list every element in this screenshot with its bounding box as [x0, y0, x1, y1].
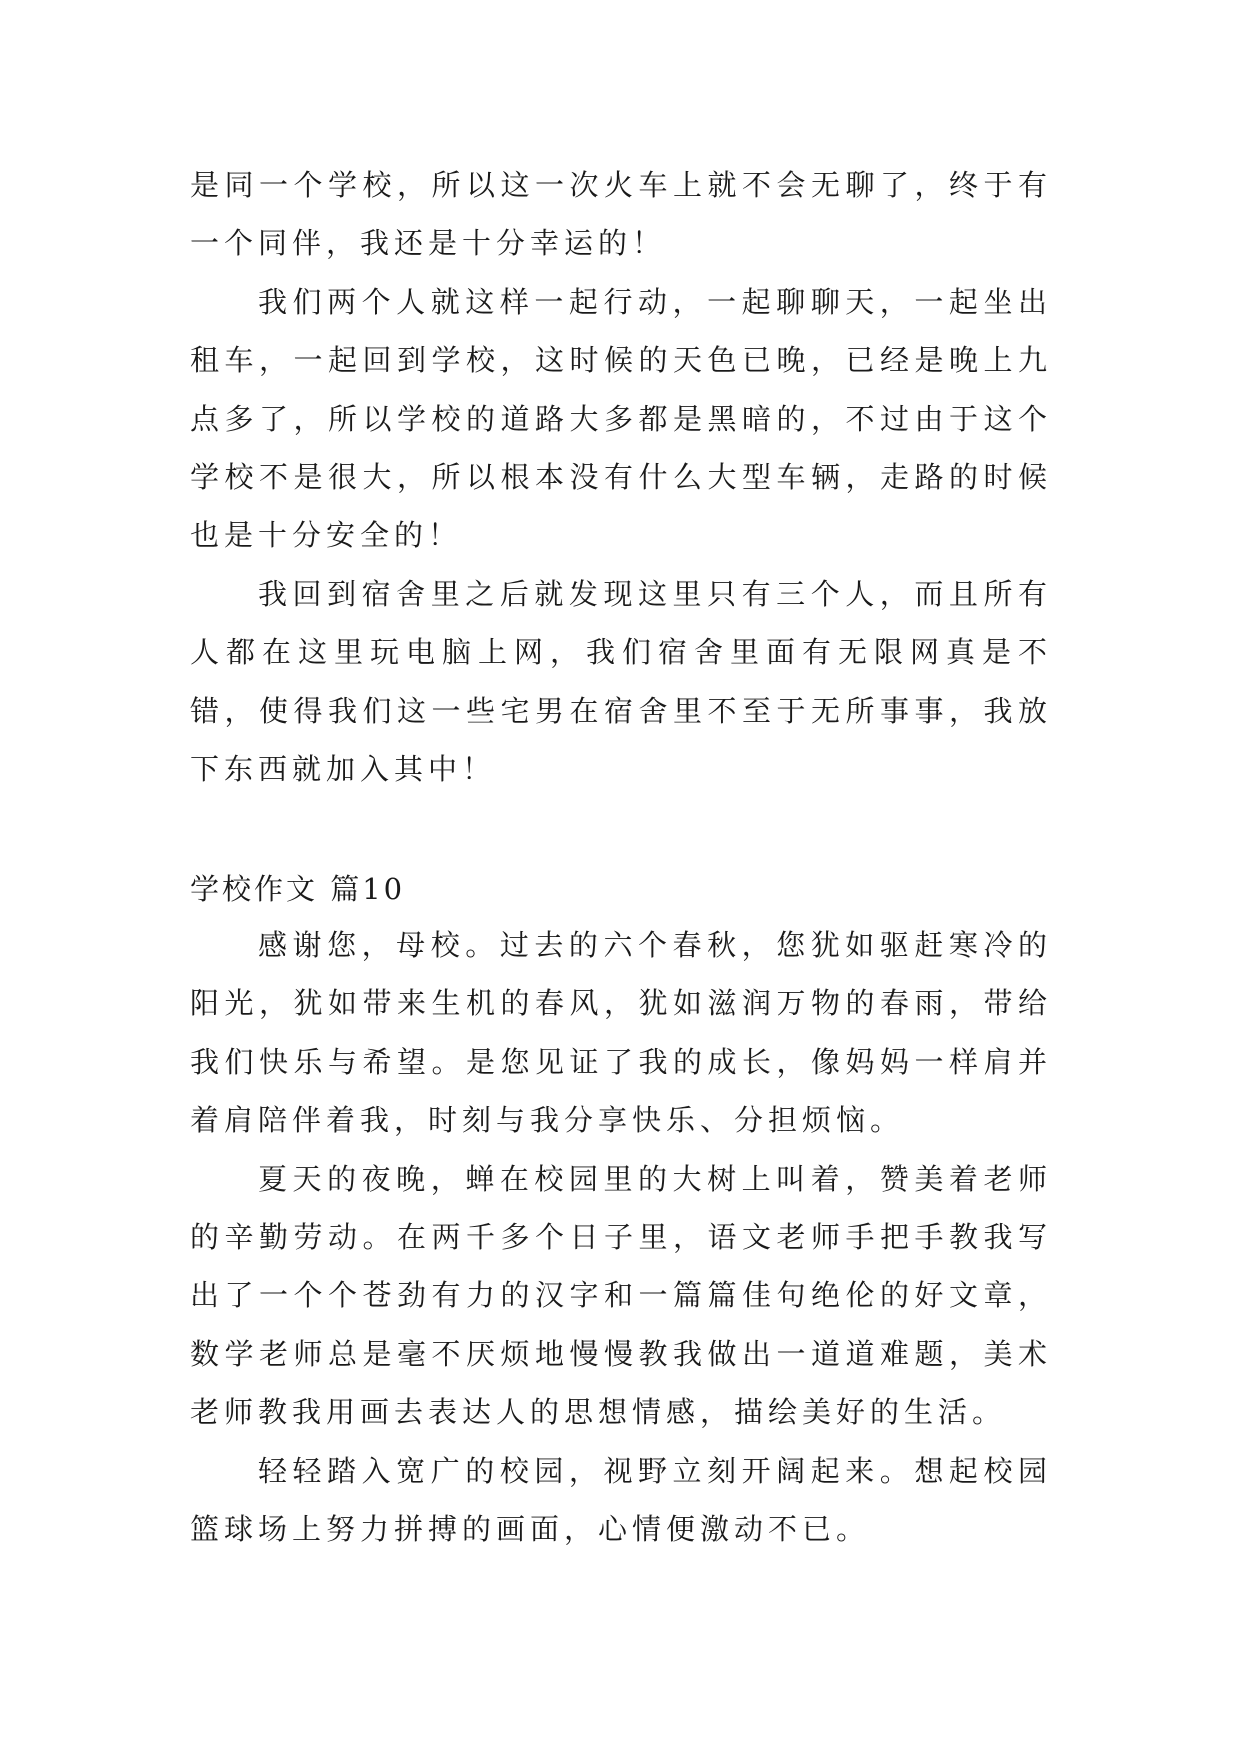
section-heading: 学校作文 篇10 — [190, 872, 406, 906]
essay-text — [190, 916, 1052, 1558]
paragraph-continued: 是同一个学校，所以这一次火车上就不会无聊了，终于有一个同伴，我还是十分幸运的！ — [190, 168, 1052, 261]
paragraph: 轻轻踏入宽广的校园，视野立刻开阔起来。想起校园篮球场上努力拼搏的画面，心情便激动不已。 — [190, 1453, 1052, 1547]
paragraph: 感谢您，母校。过去的六个春秋，您犹如驱赶寒冷的阳光，犹如带来生机的春风，犹如滋润万物的春雨，带给我们快乐与希望。是您见证了我的成长，像妈妈一样肩并着肩陪伴着我，时刻与我分享快乐、分担烦恼。 — [190, 928, 1052, 1138]
continued-essay-text — [190, 156, 1052, 798]
paragraph: 我们两个人就这样一起行动，一起聊聊天，一起坐出租车，一起回到学校，这时候的天色已晚，已经是晚上九点多了，所以学校的道路大多都是黑暗的，不过由于这个学校不是很大，所以根本没有什么大型车辆，走路的时候也是十分安全的！ — [190, 284, 1052, 553]
paragraph: 夏天的夜晚，蝉在校园里的大树上叫着，赞美着老师的辛勤劳动。在两千多个日子里，语文老师手把手教我写出了一个个苍劲有力的汉字和一篇篇佳句绝伦的好文章，数学老师总是毫不厌烦地慢慢教我做出一道道难题，美术老师教我用画去表达人的思想情感，描绘美好的生活。 — [190, 1161, 1052, 1430]
paragraph: 我回到宿舍里之后就发现这里只有三个人，而且所有人都在这里玩电脑上网，我们宿舍里面有无限网真是不错，使得我们这一些宅男在宿舍里不至于无所事事，我放下东西就加入其中！ — [190, 576, 1052, 787]
